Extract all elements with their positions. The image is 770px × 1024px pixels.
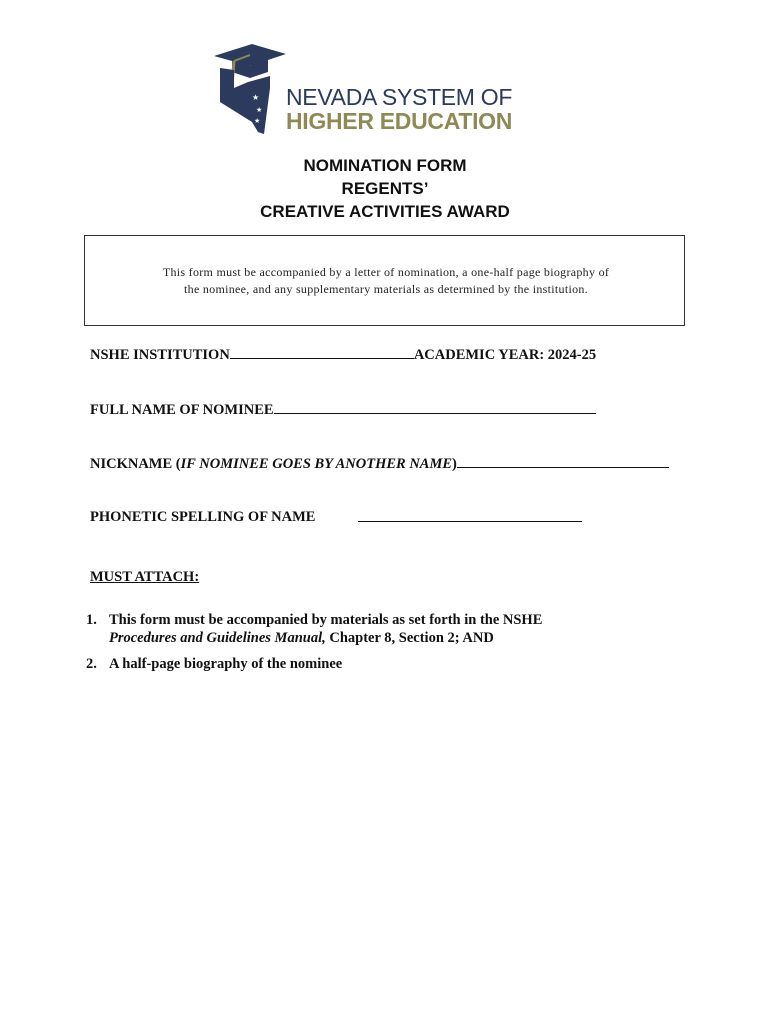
list-item-text-line2: [109, 630, 494, 647]
logo-text-line1: NEVADA SYSTEM OF: [286, 84, 513, 110]
list-item-text: A half-page biography of the nominee: [109, 656, 343, 672]
nickname-label-italic: IF NOMINEE GOES BY ANOTHER NAME: [180, 456, 453, 472]
list-item-number: 2.: [86, 656, 97, 672]
award-title: CREATIVE ACTIVITIES AWARD: [260, 202, 510, 221]
list-item-number: 1.: [86, 612, 97, 628]
svg-text:★: ★: [254, 117, 261, 125]
phonetic-label: PHONETIC SPELLING OF NAME: [90, 509, 316, 525]
full-name-label: FULL NAME OF NOMINEE: [90, 402, 274, 418]
form-subtitle: REGENTS’: [341, 179, 429, 198]
nshe-logo: [212, 42, 542, 137]
list-item-text: This form must be accompanied by materials as set forth in the NSHE: [109, 612, 543, 628]
notice-box: [84, 235, 685, 326]
manual-section: Chapter 8, Section 2; AND: [325, 630, 494, 646]
must-attach-heading: MUST ATTACH:: [90, 569, 200, 585]
nevada-state-graduation-cap-icon: [212, 42, 292, 137]
nickname-input-line[interactable]: [457, 455, 669, 468]
phonetic-row: [90, 509, 315, 526]
svg-text:★: ★: [256, 106, 263, 114]
institution-input-line[interactable]: [230, 346, 414, 359]
nickname-row: [90, 455, 669, 473]
form-title: NOMINATION FORM: [303, 156, 467, 175]
logo-text-line2: HIGHER EDUCATION: [286, 108, 513, 134]
manual-title: Procedures and Guidelines Manual,: [109, 630, 326, 646]
svg-text:★: ★: [252, 93, 260, 102]
nickname-label-end: ): [452, 456, 457, 472]
institution-label: NSHE INSTITUTION: [90, 347, 230, 363]
institution-row: [90, 346, 596, 364]
full-name-row: [90, 401, 596, 419]
notice-line-1: This form must be accompanied by a letter of nomination, a one-half page biography of: [162, 265, 610, 279]
nickname-label: NICKNAME (: [90, 456, 181, 472]
notice-line-2: the nominee, and any supplementary materials as determined by the institution.: [184, 282, 588, 296]
academic-year-label: ACADEMIC YEAR: 2024-25: [413, 347, 597, 363]
full-name-input-line[interactable]: [274, 401, 596, 414]
phonetic-input-wrap: [358, 509, 582, 527]
notice-text: [101, 264, 671, 298]
phonetic-input-line[interactable]: [358, 509, 582, 522]
